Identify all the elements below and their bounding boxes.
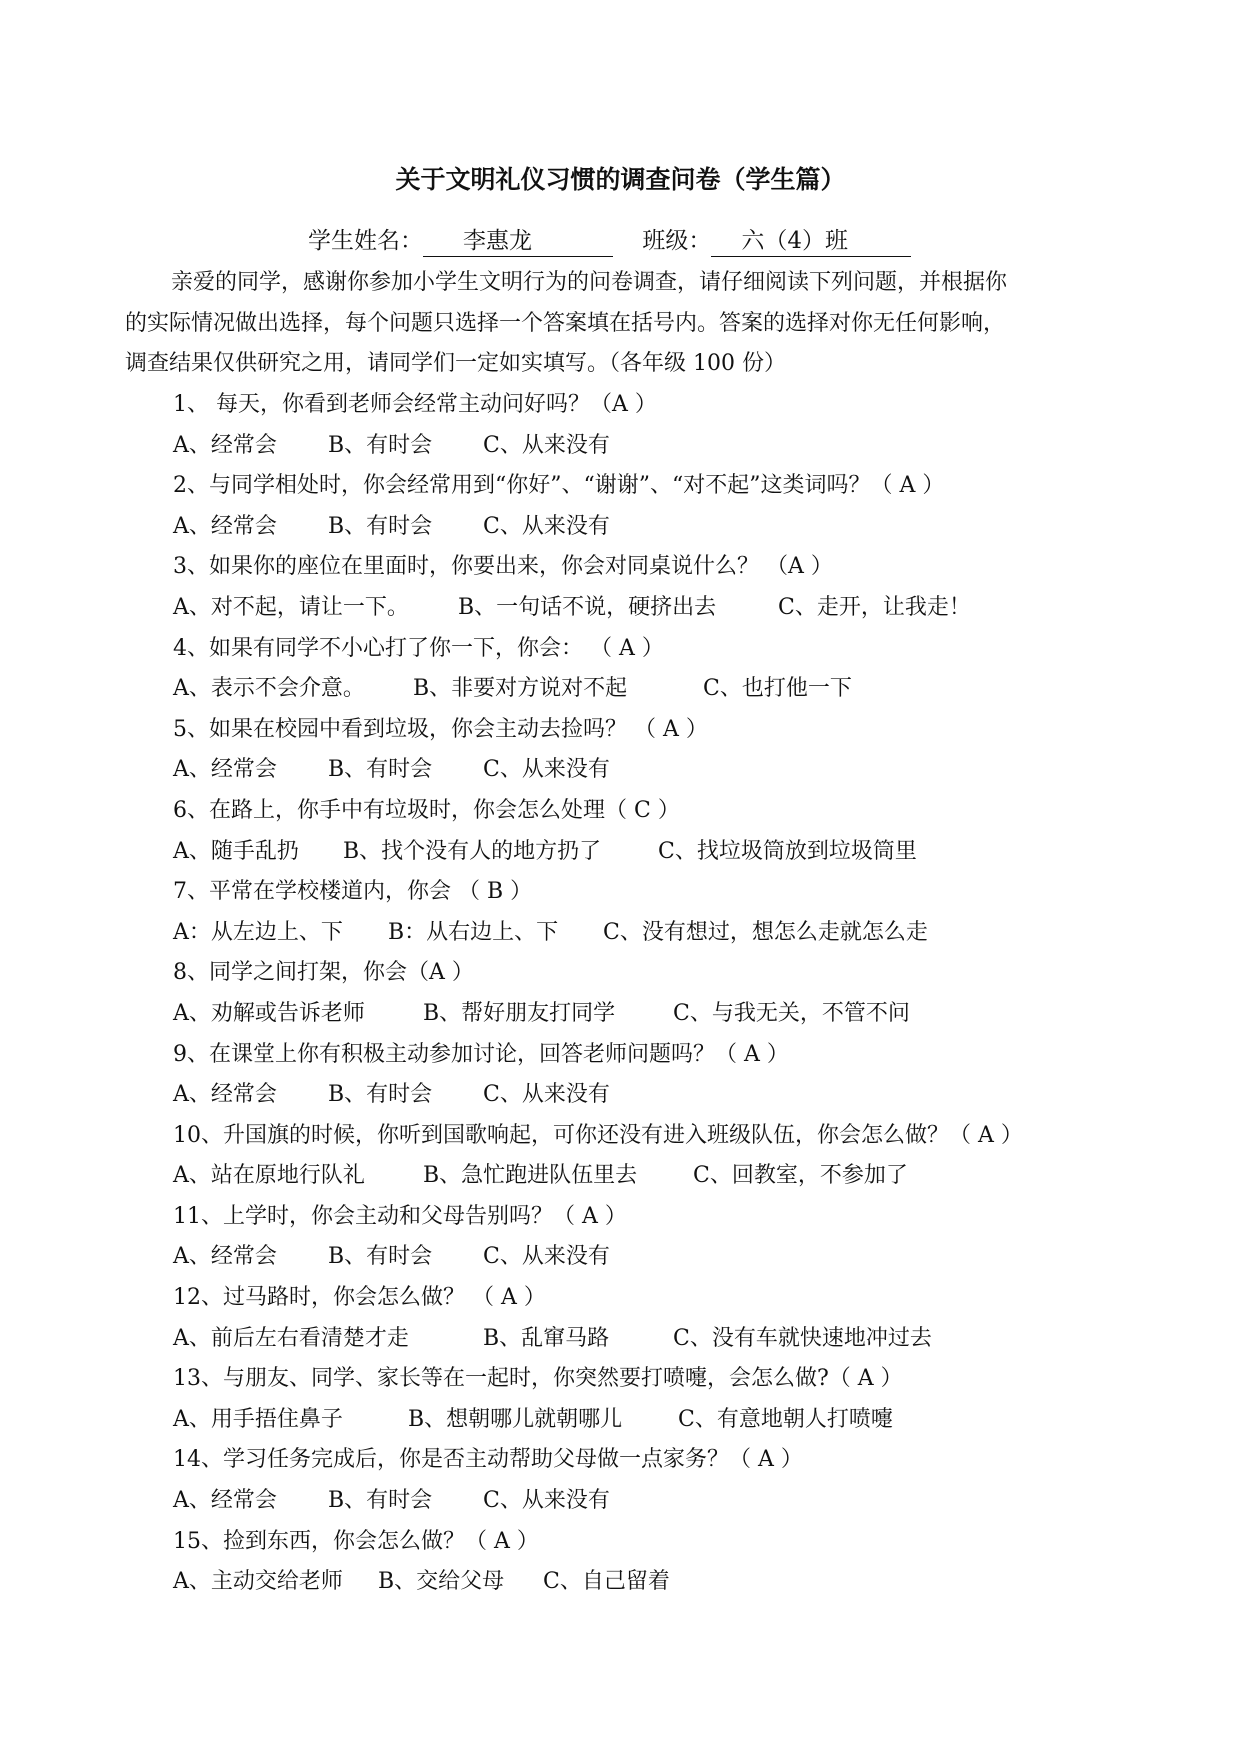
options-14 — [173, 1481, 1233, 1522]
question-13: 13、与朋友、同学、家长等在一起时，你突然要打喷嚏，会怎么做?（ A ） — [173, 1366, 903, 1392]
option-b: B、有时会 — [328, 1244, 433, 1270]
option-c: C、从来没有 — [483, 1082, 610, 1108]
option-a: A、经常会 — [173, 757, 277, 783]
student-info — [308, 222, 911, 260]
options-3 — [173, 588, 1233, 629]
option-c: C、从来没有 — [483, 757, 610, 783]
class-label: 班级： — [642, 228, 712, 254]
option-c: C、没有车就快速地冲过去 — [673, 1325, 932, 1351]
option-b: B、乱窜马路 — [483, 1325, 610, 1351]
question-9: 9、在课堂上你有积极主动参加讨论，回答老师问题吗？（ A ） — [173, 1041, 789, 1067]
options-8 — [173, 994, 1233, 1035]
option-a: A、经常会 — [173, 432, 277, 458]
options-2 — [173, 507, 1233, 548]
options-6 — [173, 832, 1233, 873]
option-a: A、主动交给老师 — [173, 1569, 343, 1595]
name-label: 学生姓名： — [308, 228, 423, 254]
option-b: B、有时会 — [328, 432, 433, 458]
option-c: C、从来没有 — [483, 432, 610, 458]
option-b: B、想朝哪儿就朝哪儿 — [408, 1406, 623, 1432]
question-5: 5、如果在校园中看到垃圾，你会主动去捡吗？ （ A ） — [173, 716, 708, 742]
question-11: 11、上学时，你会主动和父母告别吗？（ A ） — [173, 1203, 627, 1229]
option-a: A、经常会 — [173, 1488, 277, 1514]
option-c: C、走开，让我走！ — [778, 594, 971, 620]
options-4 — [173, 669, 1233, 710]
options-12 — [173, 1319, 1233, 1360]
option-b: B、有时会 — [328, 513, 433, 539]
option-a: A、用手捂住鼻子 — [173, 1406, 343, 1432]
option-a: A、经常会 — [173, 1244, 277, 1270]
option-c: C、与我无关，不管不问 — [673, 1000, 910, 1026]
intro-line: 的实际情况做出选择，每个问题只选择一个答案填在括号内。答案的选择对你无任何影响， — [125, 310, 1006, 336]
option-b: B、有时会 — [328, 1488, 433, 1514]
option-b: B、非要对方说对不起 — [413, 676, 628, 702]
option-a: A、站在原地行队礼 — [173, 1163, 365, 1189]
option-c: C、没有想过，想怎么走就怎么走 — [603, 919, 928, 945]
option-c: C、找垃圾筒放到垃圾筒里 — [658, 838, 917, 864]
option-a: A、劝解或告诉老师 — [173, 1000, 365, 1026]
question-14: 14、学习任务完成后，你是否主动帮助父母做一点家务？（ A ） — [173, 1447, 803, 1473]
option-a: A、经常会 — [173, 1082, 277, 1108]
option-b: B、帮好朋友打同学 — [423, 1000, 616, 1026]
option-a: A、前后左右看清楚才走 — [173, 1325, 409, 1351]
question-1: 1、 每天，你看到老师会经常主动问好吗？（A ） — [173, 392, 657, 417]
question-list — [173, 385, 1233, 1603]
options-1 — [173, 426, 1233, 467]
option-b: B、找个没有人的地方扔了 — [343, 838, 602, 864]
option-c: C、从来没有 — [483, 1488, 610, 1514]
option-b: B、交给父母 — [378, 1569, 505, 1595]
option-b: B、急忙跑进队伍里去 — [423, 1163, 638, 1189]
option-c: C、自己留着 — [543, 1569, 670, 1595]
option-b: B：从右边上、下 — [388, 919, 559, 945]
option-c: C、从来没有 — [483, 513, 610, 539]
option-a: A、对不起，请让一下。 — [173, 594, 409, 620]
class-field: 六（4）班 — [711, 226, 911, 257]
option-a: A、表示不会介意。 — [173, 676, 365, 702]
intro-paragraph — [125, 263, 1125, 385]
options-9 — [173, 1075, 1233, 1116]
options-13 — [173, 1400, 1233, 1441]
option-c: C、也打他一下 — [703, 676, 852, 702]
question-12: 12、过马路时，你会怎么做？ （ A ） — [173, 1285, 546, 1311]
options-5 — [173, 750, 1233, 791]
intro-line: 亲爱的同学，感谢你参加小学生文明行为的问卷调查，请仔细阅读下列问题，并根据你 — [171, 270, 1008, 295]
options-15 — [173, 1562, 1233, 1603]
intro-line: 调查结果仅供研究之用，请同学们一定如实填写。（各年级 100 份） — [125, 351, 786, 376]
option-a: A、随手乱扔 — [173, 838, 299, 864]
option-a: A、经常会 — [173, 513, 277, 539]
options-7 — [173, 913, 1233, 954]
question-2: 2、与同学相处时，你会经常用到“你好”、“谢谢”、“对不起”这类词吗？（ A ） — [173, 473, 945, 499]
option-b: B、有时会 — [328, 1082, 433, 1108]
option-a: A：从左边上、下 — [173, 919, 343, 945]
options-11 — [173, 1237, 1233, 1278]
question-4: 4、如果有同学不小心打了你一下，你会： （ A ） — [173, 635, 664, 661]
option-b: B、有时会 — [328, 757, 433, 783]
option-b: B、一句话不说，硬挤出去 — [458, 594, 717, 620]
question-10: 10、升国旗的时候，你听到国歌响起，可你还没有进入班级队伍，你会怎么做？（ A ） — [173, 1122, 1023, 1148]
question-8: 8、同学之间打架，你会（A ） — [173, 960, 474, 986]
name-field: 李惠龙 — [423, 226, 613, 257]
question-3: 3、如果你的座位在里面时，你要出来，你会对同桌说什么？ （A ） — [173, 554, 833, 580]
option-c: C、从来没有 — [483, 1244, 610, 1270]
page-title: 关于文明礼仪习惯的调查问卷（学生篇） — [395, 165, 846, 194]
question-7: 7、平常在学校楼道内，你会 （ B ） — [173, 879, 533, 905]
question-15: 15、捡到东西，你会怎么做？（ A ） — [173, 1528, 539, 1554]
question-6: 6、在路上，你手中有垃圾时，你会怎么处理（ C ） — [173, 797, 680, 823]
option-c: C、有意地朝人打喷嚏 — [678, 1406, 893, 1432]
option-c: C、回教室，不参加了 — [693, 1163, 908, 1189]
options-10 — [173, 1156, 1233, 1197]
